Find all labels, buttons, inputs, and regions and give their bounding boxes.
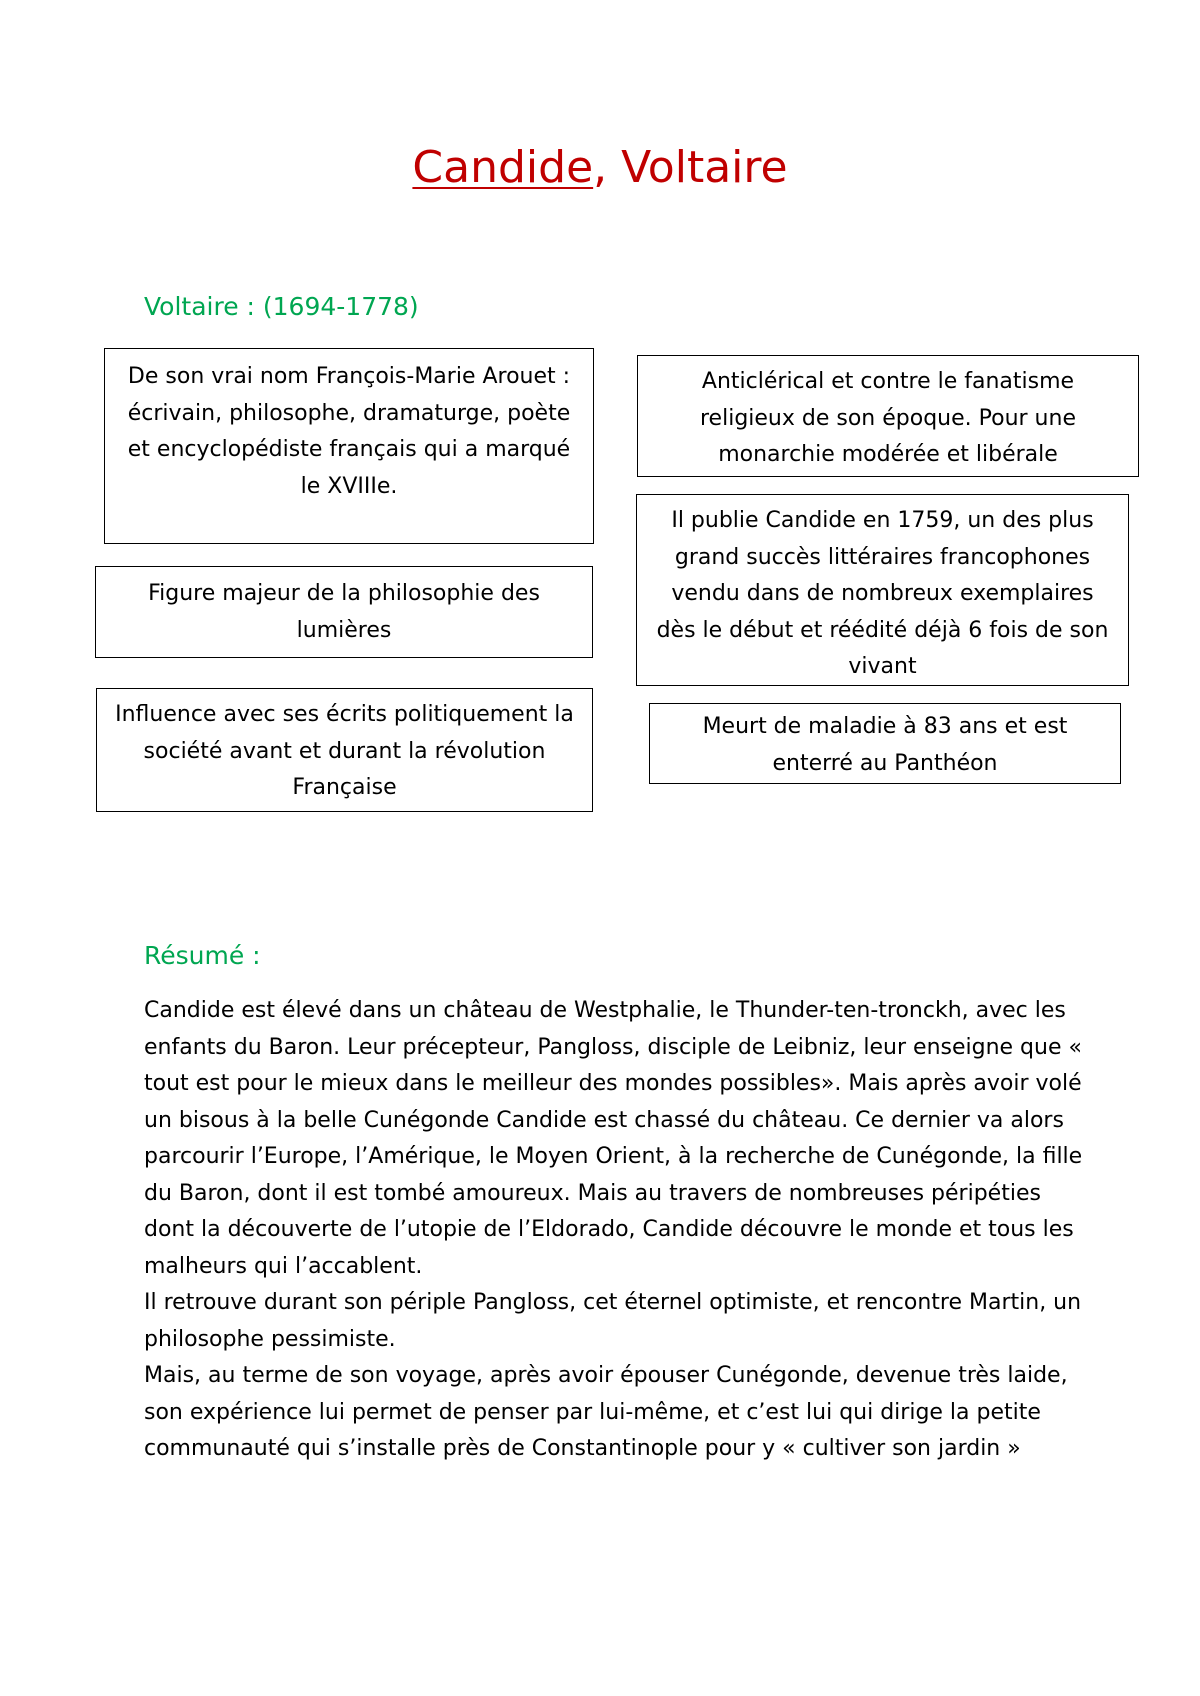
box-real-name [104,348,594,544]
summary-paragraph: Mais, au terme de son voyage, après avoir épouser Cunégonde, devenue très laide, son expérience lui permet de penser par lui-même, et c’est lui qui dirige la petite communauté qui s’installe près de Constantinople pour y « cultiver son jardin » [144,1363,1068,1461]
page-title [0,140,1200,196]
box-anticlerical-text: Anticlérical et contre le fanatisme religieux de son époque. Pour une monarchie modérée et libérale [700,369,1076,467]
box-influence-text: Influence avec ses écrits politiquement la société avant et durant la révolution Française [115,702,574,800]
author-heading: Voltaire : (1694-1778) [144,292,419,321]
title-work: Candide [412,142,594,193]
box-influence [96,688,593,812]
summary-paragraph: Candide est élevé dans un château de Westphalie, le Thunder-ten-tronckh, avec les enfants du Baron. Leur précepteur, Pangloss, disciple de Leibniz, leur enseigne que « tout est pour le mieux dans le meilleur des mondes possibles». Mais après avoir volé un bisous à la belle Cunégonde Candide est chassé du château. Ce dernier va alors parcourir l’Europe, l’Amérique, le Moyen Orient, à la recherche de Cunégonde, la fille du Baron, dont il est tombé amoureux. Mais au travers de nombreuses péripéties dont la découverte de l’utopie de l’Eldorado, Candide découvre le monde et tous les malheurs qui l’accablent. [144,998,1083,1279]
box-enlightenment [95,566,593,658]
box-publication [636,494,1129,686]
summary-heading: Résumé : [144,941,261,970]
box-anticlerical [637,355,1139,477]
box-death-text: Meurt de maladie à 83 ans et est enterré au Panthéon [702,714,1068,776]
box-real-name-text: De son vrai nom François-Marie Arouet : écrivain, philosophe, dramaturge, poète et encyclopédiste français qui a marqué le XVIIIe. [127,364,571,499]
summary-paragraph: Il retrouve durant son périple Pangloss, cet éternel optimiste, et rencontre Martin, un philosophe pessimiste. [144,1290,1082,1352]
box-publication-text: Il publie Candide en 1759, un des plus grand succès littéraires francophones vendu dans de nombreux exemplaires dès le début et réédité déjà 6 fois de son vivant [656,508,1109,679]
box-enlightenment-text: Figure majeur de la philosophie des lumières [148,581,540,643]
title-author: , Voltaire [593,142,788,193]
box-death [649,703,1121,784]
summary-body [144,993,1084,1468]
